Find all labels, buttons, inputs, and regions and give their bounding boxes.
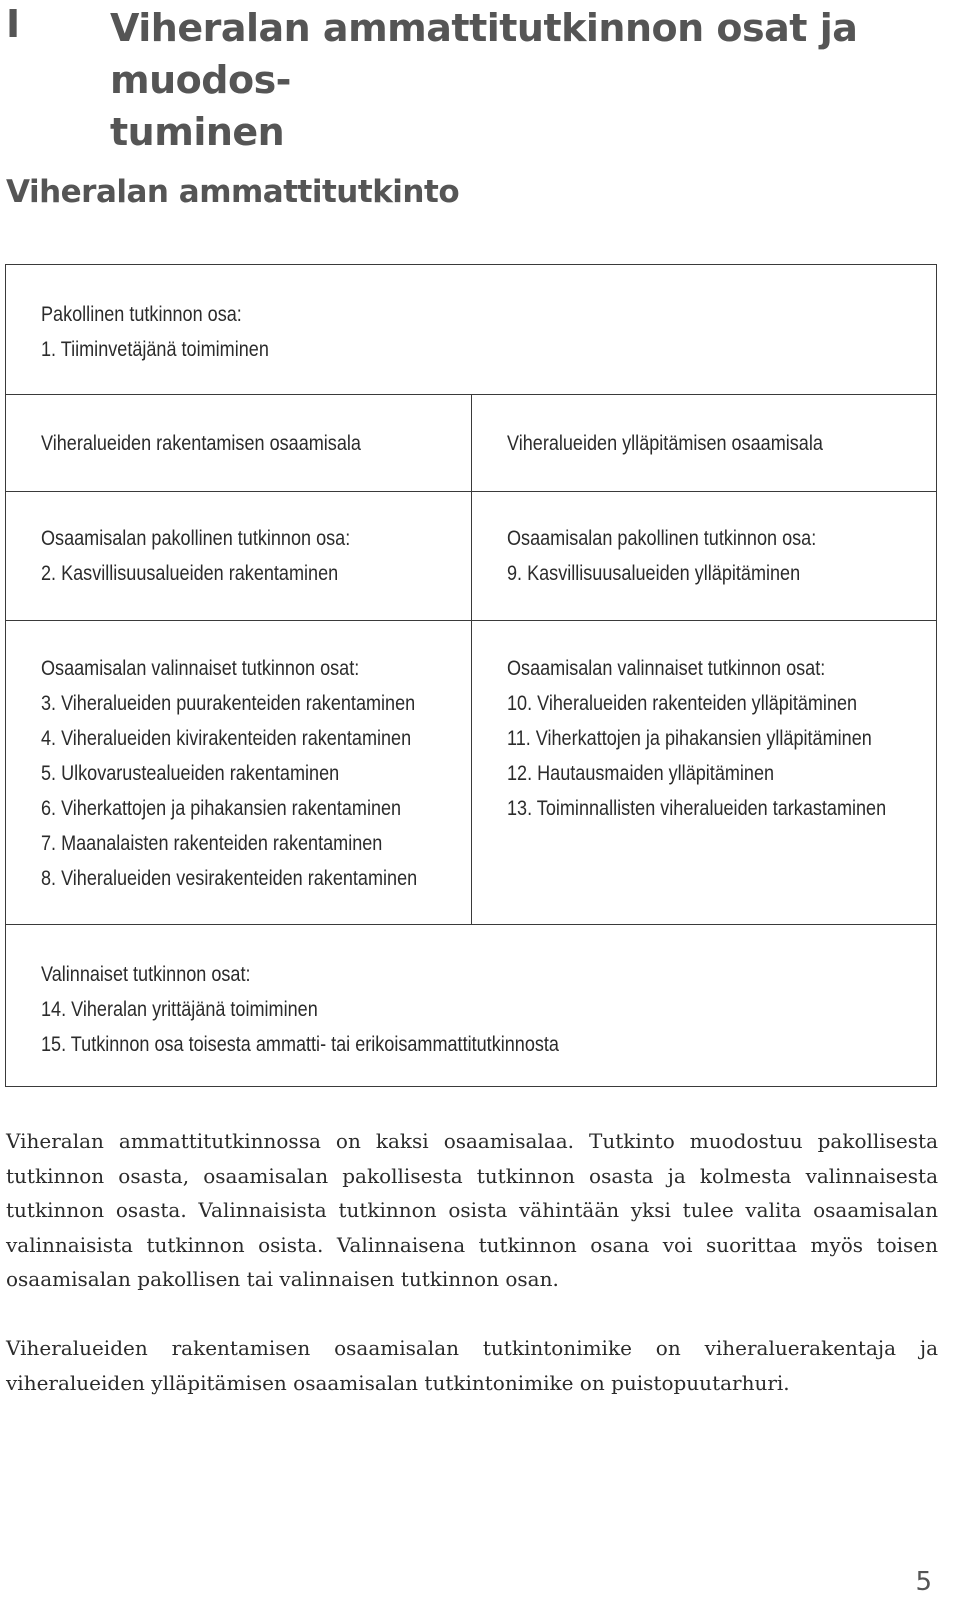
column-mandatory-cell (507, 521, 816, 591)
table-column-divider (471, 394, 472, 924)
list-item: 6. Viherkattojen ja pihakansien rakentaminen (41, 797, 402, 820)
column-title-yllapitaminen: Viheralueiden ylläpitämisen osaamisala (507, 432, 823, 455)
list-item: 3. Viheralueiden puurakenteiden rakentaminen (41, 692, 416, 715)
chapter-number: I (6, 2, 21, 46)
list-item: 5. Ulkovarustealueiden rakentaminen (41, 762, 340, 785)
body-paragraph: Viheralueiden rakentamisen osaamisalan tutkintonimike on viheraluerakentaja ja viheralueiden ylläpitämisen osaamisalan tutkintonimike on puistopuutarhuri. (6, 1336, 938, 1395)
list-item: 8. Viheralueiden vesirakenteiden rakentaminen (41, 867, 418, 890)
chapter-heading (6, 0, 946, 154)
qualification-table (5, 264, 937, 1087)
list-item: 13. Toiminnallisten viheralueiden tarkastaminen (507, 797, 887, 820)
mandatory-part-heading: Pakollinen tutkinnon osa: (41, 303, 242, 326)
list-item: 15. Tutkinnon osa toisesta ammatti- tai erikoisammattitutkinnosta (41, 1033, 559, 1056)
list-item: 14. Viheralan yrittäjänä toimiminen (41, 998, 318, 1021)
page-number: 5 (915, 1567, 932, 1597)
list-item: 4. Viheralueiden kivirakenteiden rakentaminen (41, 727, 412, 750)
column-title-rakentaminen: Viheralueiden rakentamisen osaamisala (41, 432, 361, 455)
list-item: 7. Maanalaisten rakenteiden rakentaminen (41, 832, 383, 855)
mandatory-part-cell (41, 297, 269, 367)
column-mandatory-cell (41, 521, 350, 591)
section-title: Viheralan ammattitutkinto (6, 174, 460, 210)
list-item: 11. Viherkattojen ja pihakansien ylläpitäminen (507, 727, 872, 750)
list-item: 2. Kasvillisuusalueiden rakentaminen (41, 562, 339, 585)
list-item: 1. Tiiminvetäjänä toimiminen (41, 338, 269, 361)
list-item: 12. Hautausmaiden ylläpitäminen (507, 762, 775, 785)
chapter-title: Viheralan ammattitutkinnon osat ja muodos- tuminen (110, 6, 858, 154)
list-item: 10. Viheralueiden rakenteiden ylläpitäminen (507, 692, 858, 715)
column-mandatory-heading: Osaamisalan pakollinen tutkinnon osa: (507, 527, 817, 550)
optional-parts-cell (41, 957, 559, 1062)
column-optional-heading: Osaamisalan valinnaiset tutkinnon osat: (41, 657, 360, 680)
column-optional-heading: Osaamisalan valinnaiset tutkinnon osat: (507, 657, 826, 680)
body-paragraph: Viheralan ammattitutkinnossa on kaksi osaamisalaa. Tutkinto muodostuu pakollisesta tutkinnon osasta, osaamisalan pakollisesta tutkinnon osasta ja kolmesta valinnaisesta tutkinnon osasta. Valinnaisista tutkinnon osista vähintään yksi tulee valita osaamisalan valinnaisista tutkinnon osista. Valinnaisena tutkinnon osana voi suorittaa myös toisen osaamisalan pakollisen tai valinnaisen tutkinnon osan. (6, 1129, 938, 1291)
table-divider (6, 924, 936, 925)
column-optional-cell (507, 651, 886, 826)
column-mandatory-heading: Osaamisalan pakollinen tutkinnon osa: (41, 527, 351, 550)
list-item: 9. Kasvillisuusalueiden ylläpitäminen (507, 562, 801, 585)
column-optional-cell (41, 651, 417, 896)
optional-parts-heading: Valinnaiset tutkinnon osat: (41, 963, 251, 986)
